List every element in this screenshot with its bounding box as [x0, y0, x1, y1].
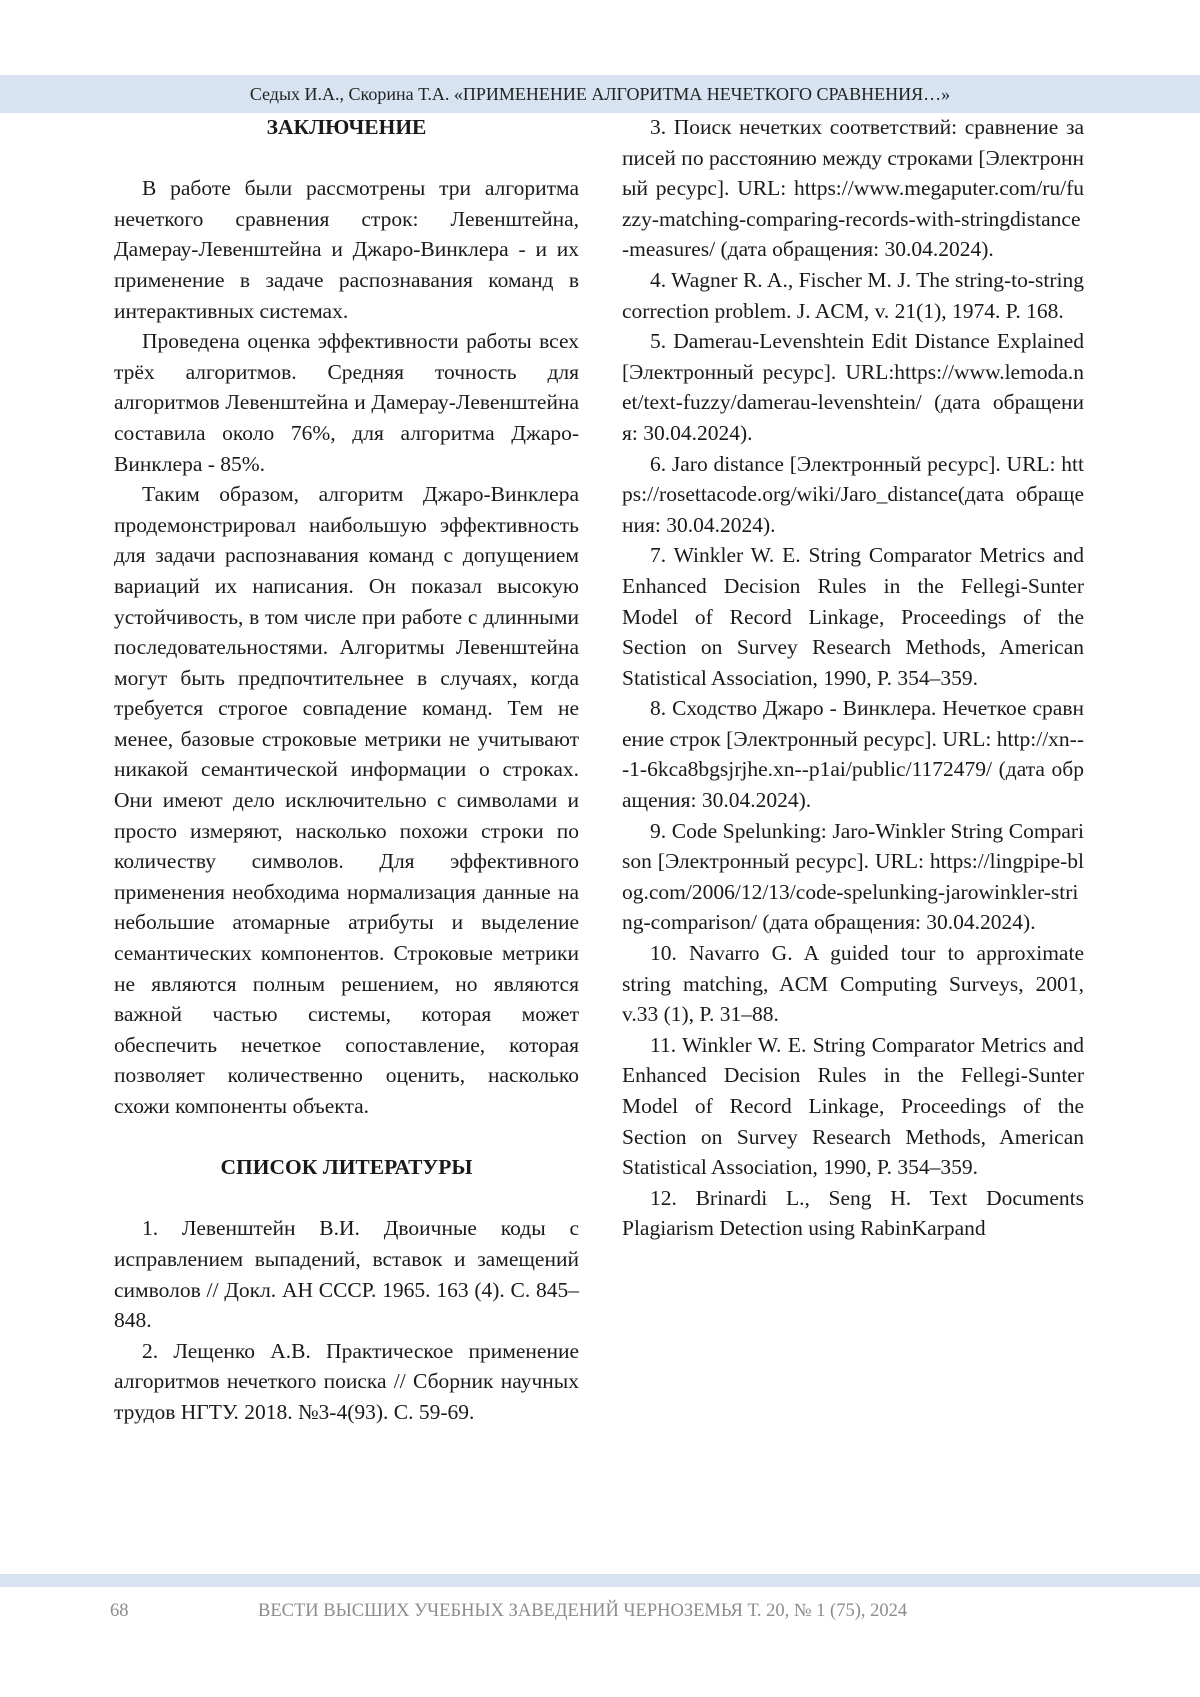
- reference-item: 10. Navarro G. A guided tour to approximate string matching, ACM Computing Surveys, 2001, v.33 (1), P. 31–88.: [622, 941, 1084, 1027]
- reference-item: 1. Левенштейн В.И. Двоичные коды с исправлением выпадений, вставок и замещений символов // Докл. АН СССР. 1965. 163 (4). С. 845–848.: [114, 1216, 579, 1333]
- running-title: Седых И.А., Скорина Т.А. «ПРИМЕНЕНИЕ АЛГОРИТМА НЕЧЕТКОГО СРАВНЕНИЯ…»: [249, 83, 951, 104]
- reference-item: 9. Code Spelunking: Jaro-Winkler String Comparison [Электронный ресурс]. URL: https://lingpipe-blog.com/2006/12/13/code-spelunking-jarowinkler-string-comparison/ (дата обращения: 30.04.2024).: [622, 818, 1084, 935]
- page-footer: [0, 1601, 1200, 1631]
- journal-title: ВЕСТИ ВЫСШИХ УЧЕБНЫХ ЗАВЕДЕНИЙ ЧЕРНОЗЕМЬЯ Т. 20, № 1 (75), 2024: [258, 1601, 908, 1621]
- conclusion-paragraph: Таким образом, алгоритм Джаро-Винклера продемонстрировал наибольшую эффективность для задачи распознавания команд с допущением вариаций их написания. Он показал высокую устойчивость, в том числе при работе с длинными последовательностями. Алгоритмы Левенштейна могут быть предпочтительнее в случаях, когда требуется строгое совпадение команд. Тем не менее, базовые строковые метрики не учитывают никакой семантической информации о строках. Они имеют дело исключительно с символами и просто измеряют, насколько похожи строки по количеству символов. Для эффективного применения необходима нормализация данные на небольшие атомарные атрибуты и выделение семантических компонентов. Строковые метрики не являются полным решением, но являются важной частью системы, которая может обеспечить нечеткое сопоставление, которая позволяет количественно оценить, насколько схожи компоненты объекта.: [114, 482, 579, 1118]
- reference-item: 8. Сходство Джаро - Винклера. Нечеткое сравнение строк [Электронный ресурс]. URL: http://xn---1-6kca8bgsjrjhe.xn--p1ai/public/1172479/ (дата обращения: 30.04.2024).: [622, 696, 1084, 813]
- reference-item: 4. Wagner R. A., Fischer M. J. The string-to-string correction problem. J. ACM, v. 21(1), 1974. P. 168.: [622, 267, 1084, 323]
- reference-item: 5. Damerau-Levenshtein Edit Distance Explained [Электронный ресурс]. URL:https://www.lemoda.net/text-fuzzy/damerau-levenshtein/ (дата обращения: 30.04.2024).: [622, 329, 1084, 445]
- right-column: [622, 112, 1084, 1244]
- page-number: 68: [110, 1601, 129, 1621]
- reference-item: 2. Лещенко А.В. Практическое применение алгоритмов нечеткого поиска // Сборник научных трудов НГТУ. 2018. №3-4(93). С. 59-69.: [114, 1338, 579, 1424]
- running-header: [0, 75, 1200, 113]
- references-heading: СПИСОК ЛИТЕРАТУРЫ: [220, 1155, 473, 1180]
- conclusion-paragraph: В работе были рассмотрены три алгоритма нечеткого сравнения строк: Левенштейна, Дамерау-Левенштейна и Джаро-Винклера - и их применение в задаче распознавания команд в интерактивных системах.: [114, 176, 579, 323]
- reference-item: 3. Поиск нечетких соответствий: сравнение записей по расстоянию между строками [Электронный ресурс]. URL: https://www.megaputer.com/ru/fuzzy-matching-comparing-records-with-stringdistance-measures/ (дата обращения: 30.04.2024).: [622, 115, 1084, 262]
- reference-item: 12. Brinardi L., Seng H. Text Documents Plagiarism Detection using RabinKarpand: [622, 1185, 1084, 1241]
- reference-item: 11. Winkler W. E. String Comparator Metrics and Enhanced Decision Rules in the Fellegi-Sunter Model of Record Linkage, Proceedings of the Section on Survey Research Methods, American Statistical Association, 1990, P. 354–359.: [622, 1032, 1084, 1180]
- reference-item: 7. Winkler W. E. String Comparator Metrics and Enhanced Decision Rules in the Fellegi-Sunter Model of Record Linkage, Proceedings of the Section on Survey Research Methods, American Statistical Association, 1990, P. 354–359.: [622, 543, 1084, 690]
- conclusion-heading: ЗАКЛЮЧЕНИЕ: [266, 115, 427, 139]
- conclusion-paragraph: Проведена оценка эффективности работы всех трёх алгоритмов. Средняя точность для алгоритмов Левенштейна и Дамерау-Левенштейна составила около 76%, для алгоритма Джаро-Винклера - 85%.: [114, 329, 579, 476]
- footer-divider: [0, 1574, 1200, 1587]
- left-column: [114, 112, 579, 1428]
- reference-item: 6. Jaro distance [Электронный ресурс]. URL: https://rosettacode.org/wiki/Jaro_distance(дата обращения: 30.04.2024).: [622, 451, 1084, 537]
